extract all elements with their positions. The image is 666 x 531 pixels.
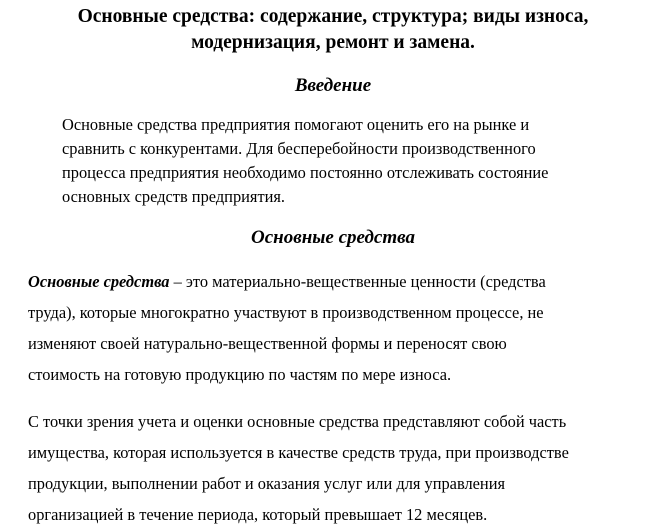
- intro-line: основных средств предприятия.: [62, 187, 286, 206]
- intro-line: процесса предприятия необходимо постоянно отслеживать состояние: [62, 163, 549, 182]
- intro-line: сравнить с конкурентами. Для бесперебойности производственного: [62, 139, 536, 158]
- intro-heading: Введение: [294, 75, 372, 96]
- definition-line: [28, 266, 658, 297]
- accounting-line: продукции, выполнении работ и оказания услуг или для управления: [28, 474, 506, 493]
- definition-paragraph: [28, 266, 658, 390]
- section-heading: Основные средства: [251, 227, 415, 248]
- definition-text: – это материально-вещественные ценности (средства: [169, 272, 546, 291]
- definition-line: стоимость на готовую продукцию по частям по мере износа.: [28, 365, 452, 384]
- title-line: Основные средства: содержание, структура; виды износа,: [77, 6, 589, 27]
- title-line: модернизация, ремонт и замена.: [191, 32, 475, 53]
- definition-term: Основные средства: [28, 272, 170, 291]
- intro-paragraph: [62, 113, 637, 209]
- accounting-line: имущества, которая используется в качестве средств труда, при производстве: [28, 443, 569, 462]
- definition-line: труда), которые многократно участвуют в производственном процессе, не: [28, 303, 544, 322]
- document-title: [0, 4, 666, 56]
- definition-line: изменяют своей натурально-вещественной формы и переносят свою: [28, 334, 507, 353]
- accounting-paragraph: [28, 406, 658, 530]
- intro-line: Основные средства предприятия помогают оценить его на рынке и: [62, 115, 530, 134]
- accounting-line: С точки зрения учета и оценки основные средства представляют собой часть: [28, 412, 567, 431]
- accounting-line: организацией в течение периода, который превышает 12 месяцев.: [28, 505, 488, 524]
